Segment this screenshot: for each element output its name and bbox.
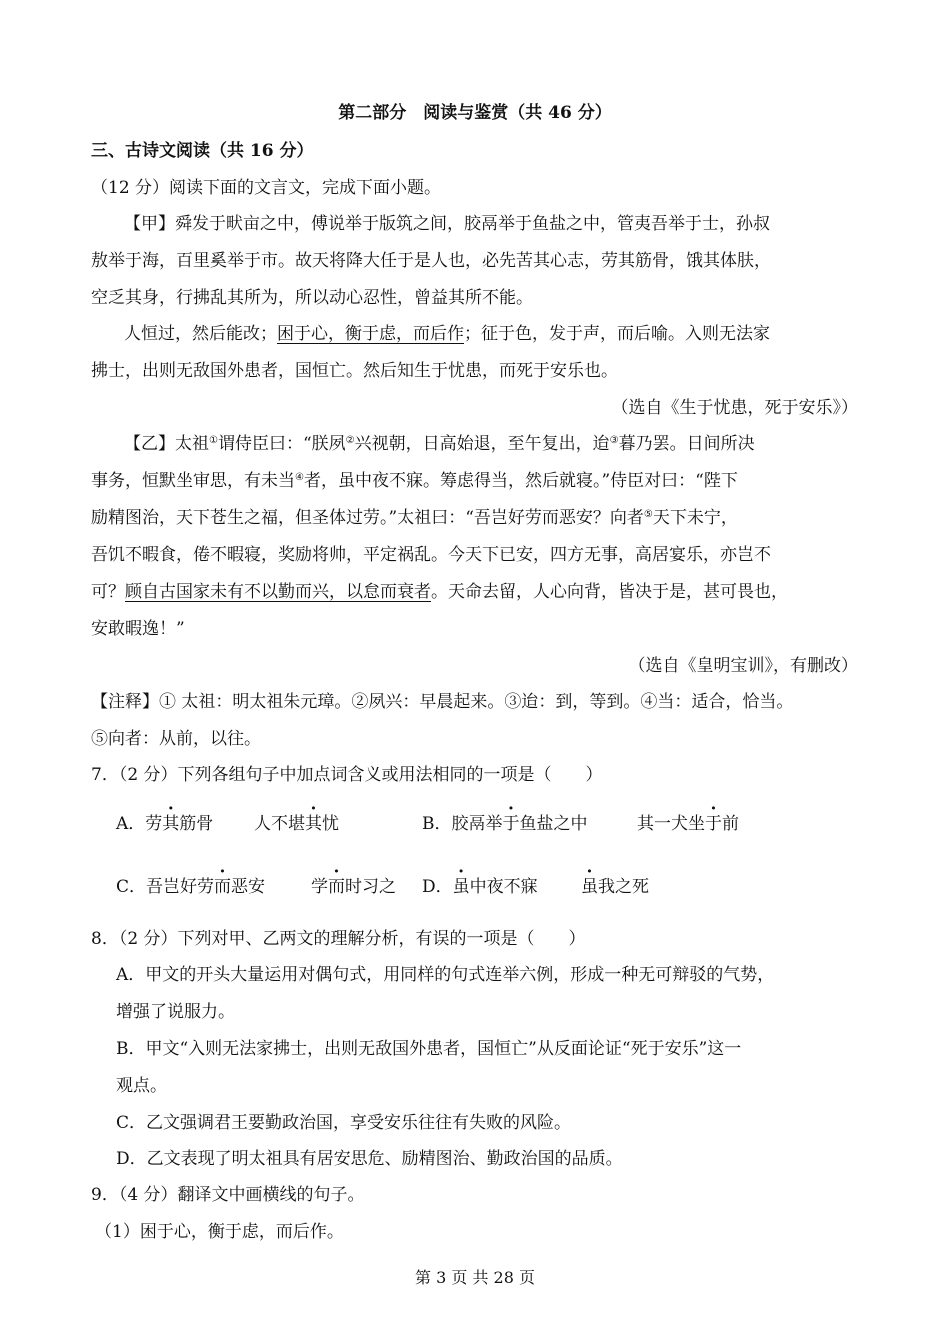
passage-yi-line-2 <box>91 470 738 492</box>
option-label: B． <box>422 814 452 834</box>
option-label: A． <box>116 814 146 834</box>
q8-option-c: C．乙文强调君王要勤政治国，享受安乐往往有失败的风险。 <box>116 1113 572 1133</box>
text-span: 事务，恒默坐审思，有未当 <box>91 471 295 491</box>
passage-jia-line-2: 敖举于海，百里奚举于市。故天将降大任于是人也，必先苦其心志，劳其筋骨，饿其体肤， <box>91 251 771 271</box>
q7-option-a <box>116 813 213 835</box>
dotted-char: 其 <box>305 814 322 834</box>
page-footer: 第 3 页 共 28 页 <box>415 1268 535 1287</box>
question-7-stem: 7．（2 分）下列各组句子中加点词含义或用法相同的一项是（ ） <box>91 765 603 785</box>
dotted-char: 而 <box>214 877 232 897</box>
text-span: 中夜不寐 <box>469 877 538 897</box>
text-span: 兴视朝，日高始退，至午复出，迨 <box>354 434 610 454</box>
q8-option-d: D．乙文表现了明太祖具有居安思危、励精图治、勤政治国的品质。 <box>116 1149 623 1169</box>
text-span: 鱼盐之中 <box>519 814 588 834</box>
dotted-char: 其 <box>162 814 180 834</box>
text-span: 前 <box>722 814 739 834</box>
reading-intro: （12 分）阅读下面的文言文，完成下面小题。 <box>91 178 442 198</box>
option-label: C． <box>116 877 147 897</box>
notes-line-1: 【注释】① 太祖：明太祖朱元璋。②夙兴：早晨起来。③迨：到，等到。④当：适合，恰当。 <box>91 692 794 712</box>
text-span: 人不堪 <box>254 814 305 834</box>
text-span: 吾岂好劳 <box>146 877 215 897</box>
text-span: 谓侍臣曰：“朕夙 <box>217 434 346 454</box>
text-span: 天下未宁， <box>652 508 738 528</box>
passage-yi-line-6: 安敢暇逸！” <box>91 619 185 639</box>
text-span: 胶鬲举 <box>451 814 503 834</box>
dotted-char: 于 <box>502 814 520 834</box>
q7-option-d-second <box>581 876 649 898</box>
text-span: 我之死 <box>598 877 649 897</box>
text-span: 时习之 <box>345 877 396 897</box>
passage-jia-line-1: 【甲】舜发于畎亩之中，傅说举于版筑之间，胶鬲举于鱼盐之中，管夷吾举于士，孙叔 <box>124 214 770 234</box>
text-span: 劳 <box>145 814 163 834</box>
text-span: 暮乃罢。日间所决 <box>618 434 755 454</box>
passage-jia-line-5: 拂士，出则无敌国外患者，国恒亡。然后知生于忧患，而死于安乐也。 <box>91 361 618 381</box>
question-8-stem: 8．（2 分）下列对甲、乙两文的理解分析，有误的一项是（ ） <box>91 929 586 949</box>
text-span: 学 <box>311 877 328 897</box>
text-span: 。天命去留，人心向背，皆决于是，甚可畏也， <box>431 582 788 602</box>
footnote-mark: ③ <box>609 435 619 446</box>
underlined-sentence-1: 困于心，衡于虑，而后作 <box>277 324 464 344</box>
passage-jia-source: （选自《生于忧患，死于安乐》） <box>611 398 858 418</box>
text-span: 其一犬坐 <box>637 814 705 834</box>
q9-subquestion-1: （1）困于心，衡于虑，而后作。 <box>95 1222 344 1242</box>
q8-option-a-line-2: 增强了说服力。 <box>116 1002 235 1022</box>
footnote-mark: ④ <box>295 472 304 483</box>
q8-option-b-line-1: B．甲文“入则无法家拂士，出则无敌国外患者，国恒亡”从反面论证“死于安乐”这一 <box>116 1039 742 1059</box>
underlined-sentence-2: 顾自古国家未有不以勤而兴，以怠而衰者 <box>125 582 431 602</box>
question-9-stem: 9．（4 分）翻译文中画横线的句子。 <box>91 1185 365 1205</box>
passage-jia-line-3: 空乏其身，行拂乱其所为，所以动心忍性，曾益其所不能。 <box>91 288 533 308</box>
section-title: 三、古诗文阅读（共 16 分） <box>91 141 314 161</box>
passage-yi-line-3 <box>91 507 738 529</box>
text-span: 恶安 <box>231 877 266 897</box>
footnote-mark: ② <box>345 435 355 446</box>
dotted-char: 而 <box>328 877 345 897</box>
text-span: ；征于色，发于声，而后喻。入则无法家 <box>464 324 770 344</box>
footnote-mark: ⑤ <box>643 509 653 520</box>
text-span: 人恒过，然后能改； <box>124 324 277 344</box>
q7-option-b <box>422 813 588 835</box>
text-span: 可？ <box>91 582 125 602</box>
q7-option-c-second <box>311 876 396 898</box>
part-title: 第二部分 阅读与鉴赏（共 46 分） <box>338 103 612 123</box>
passage-jia-line-4 <box>124 323 770 345</box>
dotted-char: 虽 <box>581 877 598 897</box>
text-span: 者，虽中夜不寐。筹虑得当，然后就寝。”侍臣对曰：“陛下 <box>303 471 738 491</box>
q8-option-a-line-1: A．甲文的开头大量运用对偶句式，用同样的句式连举六例，形成一种无可辩驳的气势， <box>116 965 775 985</box>
passage-yi-line-1 <box>124 433 755 455</box>
passage-yi-source: （选自《皇明宝训》，有删改） <box>628 656 858 676</box>
notes-line-2: ⑤向者：从前，以往。 <box>91 729 261 749</box>
text-span: 筋骨 <box>179 814 214 834</box>
q7-option-b-second <box>637 813 739 835</box>
text-span: 励精图治，天下苍生之福，但圣体过劳。”太祖曰：“吾岂好劳而恶安？向者 <box>91 508 644 528</box>
passage-yi-line-5 <box>91 581 788 603</box>
q7-option-a-second <box>254 813 339 835</box>
q7-option-c <box>116 876 265 898</box>
q7-option-d <box>422 876 538 898</box>
passage-yi-line-4: 吾饥不暇食，倦不暇寝，奖励将帅，平定祸乱。今天下已安，四方无事，高居宴乐，亦岂不 <box>91 545 771 565</box>
text-span: 忧 <box>322 814 339 834</box>
dotted-char: 于 <box>705 814 722 834</box>
text-span: 【乙】太祖 <box>124 434 209 454</box>
q8-option-b-line-2: 观点。 <box>116 1076 167 1096</box>
option-label: D． <box>422 877 453 897</box>
footnote-mark: ① <box>209 435 218 446</box>
dotted-char: 虽 <box>452 877 470 897</box>
